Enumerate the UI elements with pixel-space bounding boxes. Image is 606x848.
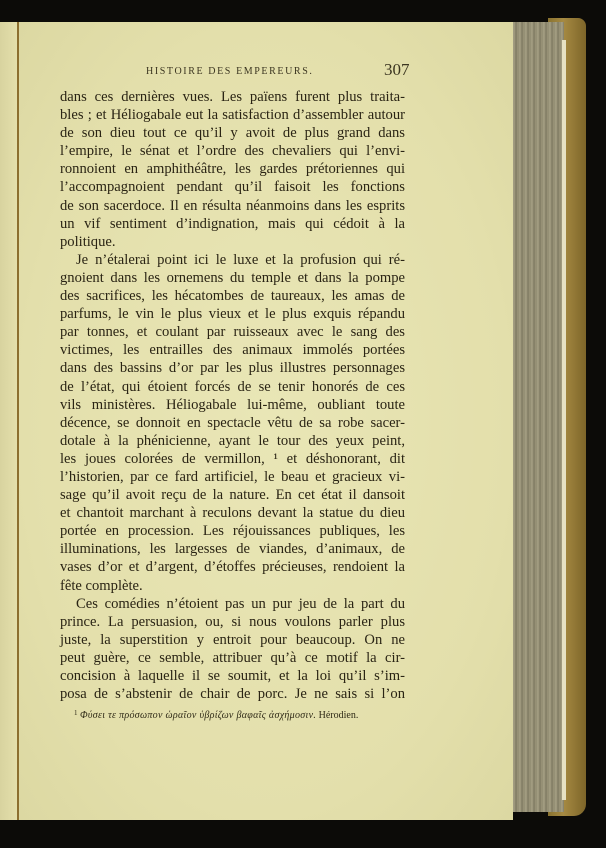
text-line: concision à laquelle il se soumit, et la loi qu’il s’im- xyxy=(60,668,405,684)
text-line: de son sacerdoce. Il en résulta néanmoins dans les esprits xyxy=(60,197,405,214)
page-number: 307 xyxy=(384,60,410,79)
text-line: l’accompagnoient pendant qu’il faisoit les fonctions xyxy=(60,179,405,196)
text-line: décence, se donnoit en spectacle vêtu de sa robe sacer- xyxy=(60,414,405,431)
text-line: l’historien, par ce fard artificiel, le beau et gracieux vi- xyxy=(60,468,405,485)
gutter-line xyxy=(17,22,19,820)
text-line: l’empire, le sénat et l’ordre des chevaliers qui l’envi- xyxy=(60,143,405,160)
text-line: de l’état, qui étoient forcés de se tenir honorés de ces xyxy=(60,378,405,395)
footnote xyxy=(74,710,358,721)
text-line: de son dieu tout ce qu’il y avoit de plus grand dans xyxy=(60,125,405,142)
running-head: HISTOIRE DES EMPEREURS. xyxy=(146,66,314,77)
footnote-greek-quote: Φύσει τε πρόσωπον ὡραῖον ὑβρίζων βαφαῖς ἀσχήμοσιν. xyxy=(80,710,317,721)
text-line: vases d’or et d’argent, d’étoffes précieuses, rendoient la xyxy=(60,559,405,576)
text-line: gnoient dans les ornemens du temple et dans la pompe xyxy=(60,269,405,286)
text-line: Je n’étalerai point ici le luxe et la profusion qui ré- xyxy=(76,251,405,268)
footnote-attribution: Hérodien. xyxy=(318,710,359,721)
text-line: les joues colorées de vermillon, ¹ et déshonorant, dit xyxy=(60,450,405,467)
text-line: portée en procession. Les réjouissances publiques, les xyxy=(60,523,405,540)
footnote-marker: 1 xyxy=(74,709,78,717)
body-text xyxy=(60,88,405,703)
text-line: dans des bassins d’or par les plus illustres personnages xyxy=(60,360,405,377)
text-line: politique. xyxy=(60,233,116,250)
text-line: parfums, le vin le plus vieux et le plus exquis répandu xyxy=(60,306,405,323)
text-line: par tonnes, et coulant par ruisseaux avec le sang des xyxy=(60,324,405,341)
text-line: des sacrifices, les hécatombes de taureaux, les amas de xyxy=(60,288,405,305)
text-line: vils ministères. Héliogabale lui-même, oubliant toute xyxy=(60,396,405,413)
text-line: sage qu’il avoit reçu de la nature. En cet état il dansoit xyxy=(60,487,405,504)
text-line: victimes, les entrailles des animaux immolés portées xyxy=(60,342,405,359)
text-line: juste, la superstition y entroit pour beaucoup. On ne xyxy=(60,631,405,648)
text-line: illuminations, les largesses de viandes, d’animaux, de xyxy=(60,541,405,558)
page-stack-highlight xyxy=(562,40,566,800)
text-line: peut guère, ce semble, attribuer qu’à ce motif la cir- xyxy=(60,649,405,666)
text-line: un vif sentiment d’indignation, mais qui cédoit à la xyxy=(60,215,405,232)
text-line: posa de s’abstenir de chair de porc. Je ne sais si l’on xyxy=(60,686,405,703)
text-line: ronnoient en amphithéâtre, les gardes prétoriennes qui xyxy=(60,161,405,178)
text-line: fête complète. xyxy=(60,577,143,594)
text-line: prince. La persuasion, ou, si nous voulons parler plus xyxy=(60,613,405,630)
text-line: bles ; et Héliogabale eut la satisfaction d’assembler autour xyxy=(60,107,405,124)
text-line: dotale à la phénicienne, ayant le tour des yeux peint, xyxy=(60,432,405,449)
text-line: dans ces dernières vues. Les païens furent plus traita- xyxy=(60,89,405,105)
text-line: Ces comédies n’étoient pas un pur jeu de la part du xyxy=(76,595,405,612)
text-line: et chantoit marchant à reculons devant la statue du dieu xyxy=(60,505,405,522)
page-stack-edges xyxy=(512,22,564,812)
